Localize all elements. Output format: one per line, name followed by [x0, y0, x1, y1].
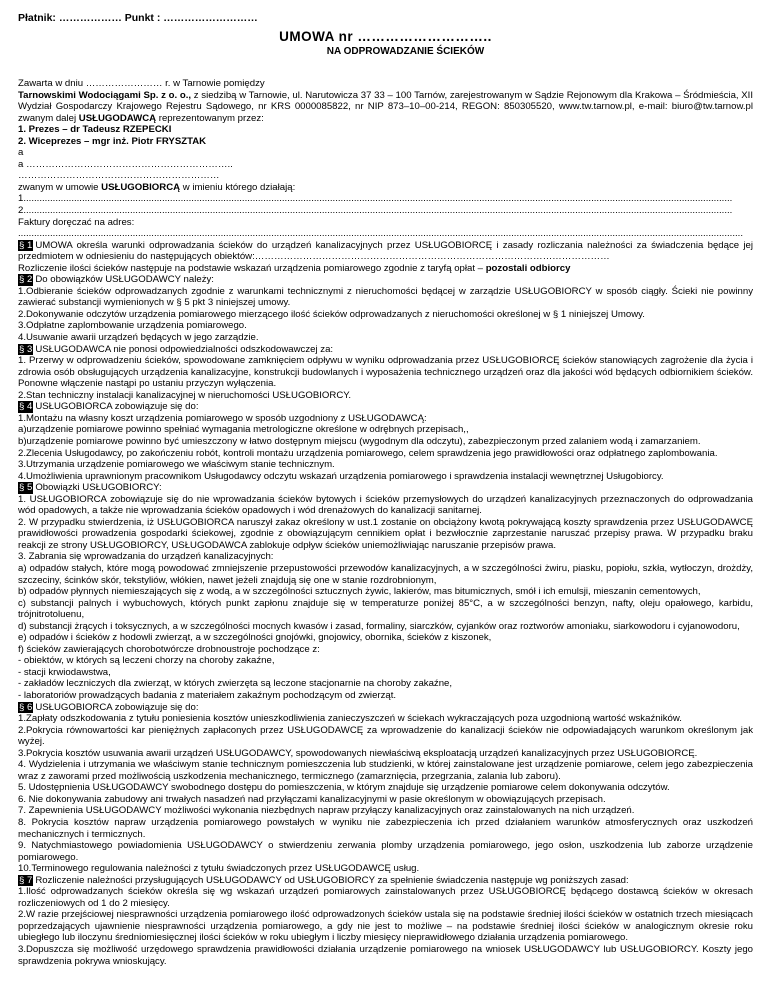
- section-text: 5. Udostępnienia USŁUGODAWCY swobodnego dostępu do pomieszczenia, w którym znajduje się urządzenie pomiarowe celem dokonywania odczytów.: [18, 782, 670, 794]
- intro-bold: 1. Prezes – dr Tadeusz RZEPECKI: [18, 124, 172, 136]
- intro-text: a ………………………………………………………..: [18, 158, 233, 170]
- section-text: a)urządzenie pomiarowe powinno spełniać wymagania metrologiczne określone w odrębnych przepisach,,: [18, 424, 469, 436]
- section-line: [18, 632, 753, 644]
- page-subtitle: NA ODPROWADZANIE ŚCIEKÓW: [326, 46, 485, 57]
- intro-text: Faktury doręczać na adres:: [18, 216, 135, 228]
- section-number-label: § 7: [19, 874, 33, 886]
- intro-line: [18, 147, 753, 159]
- section-text: b) odpadów płynnych niemieszających się z wodą, a w szczególności sztucznych żywic, lakierów, mas bitumicznych, smół i ich emulsji, mieszanin cementowych,: [18, 586, 701, 598]
- contract-sections: [18, 240, 753, 967]
- section-line: [18, 286, 753, 309]
- section-heading-line: [18, 875, 753, 887]
- section-text: 3.Pokrycia kosztów usuwania awarii urządzeń USŁUGODAWCY, spowodowanych niewłaściwą eksploatacją urządzeń kanalizacyjnych przez USŁUGOBIORCĘ.: [18, 747, 698, 759]
- section-number-label: § 6: [19, 701, 33, 713]
- section-line: [18, 794, 753, 806]
- section-line: [18, 782, 753, 794]
- section-text: e) odpadów i ścieków z hodowli zwierząt, a w szczególności gnojówki, gnojowicy, obornika, ścieków z kiszonek,: [18, 632, 492, 644]
- section-line: [18, 886, 753, 909]
- section-text: 1.Zapłaty odszkodowania z tytułu poniesienia kosztów unieszkodliwienia zanieczyszczeń w ściekach wykraczających poza uzgodnioną wartość wskaźników.: [18, 713, 682, 725]
- section-text: Obowiązki USŁUGOBIORCY:: [35, 482, 162, 494]
- section-line: [18, 678, 753, 690]
- contract-parties: [18, 78, 753, 240]
- section-text: 10.Terminowego regulowania należności z tytułu świadczonych przez USŁUGODAWCĘ usług.: [18, 863, 420, 875]
- section-line: [18, 494, 753, 517]
- section-heading-line: [18, 240, 753, 263]
- intro-bold: USŁUGOBIORCĄ: [101, 181, 181, 193]
- section-text: 3.Utrzymania urządzenie pomiarowego we właściwym stanie technicznym.: [18, 459, 335, 471]
- intro-line: [18, 182, 753, 194]
- section-line: [18, 944, 753, 967]
- section-text: c) substancji palnych i wybuchowych, których punkt zapłonu znajduje się w temperaturze poniżej 85°C, a w szczególności benzyn, nafty, oleju opałowego, karbidu, trójnitrotoluenu,: [18, 597, 753, 621]
- section-text: - zakładów leczniczych dla zwierząt, w których zwierzęta są leczone stacjonarnie na choroby zakaźne,: [18, 678, 453, 690]
- section-text: 2.Dokonywanie odczytów urządzenia pomiarowego mierzącego ilość ścieków odprowadzanych z nieruchomości określonej w § 1 niniejszej Umowy.: [18, 308, 645, 320]
- section-text: 2.Zlecenia Usługodawcy, po zakończeniu robót, kontroli montażu urządzenia pomiarowego, celem sprawdzenia jego prawidłowości oraz odpłatnego zaplombowania.: [18, 447, 718, 459]
- section-line: [18, 413, 753, 425]
- section-line: [18, 390, 753, 402]
- intro-line: [18, 217, 753, 229]
- intro-line: [18, 228, 753, 240]
- intro-line: [18, 159, 753, 171]
- section-text: - stacji krwiodawstwa,: [18, 666, 111, 678]
- section-text: 3.Odpłatne zaplombowanie urządzenia pomiarowego.: [18, 320, 247, 332]
- section-text: Rozliczenie należności przysługujących USŁUGODAWCY od USŁUGOBIORCY za spełnienie świadczenia następuje wg poniższych zasad:: [35, 874, 629, 886]
- section-heading-line: [18, 274, 753, 286]
- intro-line: [18, 78, 753, 90]
- section-number-label: § 1: [19, 239, 33, 251]
- page-title: UMOWA nr ………………………..: [279, 29, 492, 44]
- section-number-label: § 2: [19, 274, 33, 286]
- section-line: [18, 563, 753, 586]
- section-line: [18, 448, 753, 460]
- section-text: - obiektów, w których są leczeni chorzy na choroby zakaźne,: [18, 655, 275, 667]
- section-text: 1.Odbieranie ścieków odprowadzanych zgodnie z warunkami technicznymi z nieruchomości będącej w zarządzie USŁUGOBIORCY w sposób ciągły. Ścieki nie powinny zawierać substancji wymienionych w § 5 pkt 3 niniejszej umowy.: [18, 285, 753, 309]
- intro-line: [18, 170, 753, 182]
- intro-text: Zawarta w dniu …………………… r. w Tarnowie pomiędzy: [18, 78, 265, 89]
- intro-text: ………………………………………………………: [18, 170, 220, 182]
- section-text: 2.Pokrycia równowartości kar pieniężnych zapłaconych przez USŁUGODAWCĘ za wprowadzenie do kanalizacji ścieków nie odpowiadających warunkom określonym jak wyżej.: [18, 724, 753, 748]
- section-line: [18, 748, 753, 760]
- section-line: [18, 424, 753, 436]
- intro-bold: Tarnowskimi Wodociągami Sp. z o. o.,: [18, 89, 192, 101]
- section-heading-line: [18, 702, 753, 714]
- intro-bold: 2. Wiceprezes – mgr inż. Piotr FRYSZTAK: [18, 135, 207, 147]
- section-line: [18, 320, 753, 332]
- section-line: [18, 840, 753, 863]
- section-heading-line: [18, 344, 753, 356]
- section-line: [18, 471, 753, 483]
- section-line: [18, 309, 753, 321]
- section-line: [18, 436, 753, 448]
- intro-line: [18, 205, 753, 217]
- intro-text: a: [18, 147, 24, 159]
- section-text: b)urządzenie pomiarowe powinno być umieszczony w łatwo dostępnym miejscu (wygodnym dla odczytu), zabezpieczonym przed zalaniem wodą i zamarzaniem.: [18, 435, 701, 447]
- section-line: [18, 355, 753, 390]
- section-line: [18, 759, 753, 782]
- section-line: [18, 263, 753, 275]
- section-line: [18, 621, 753, 633]
- section-line: [18, 517, 753, 552]
- section-text: Rozliczenie ilości ścieków następuje na podstawie wskazań urządzenia pomiarowego zgodnie z taryfą opłat –: [18, 262, 486, 274]
- section-text: 7. Zapewnienia USŁUGODAWCY możliwości wykonania niezbędnych napraw przyłączy kanalizacyjnych oraz zainstalowanych na nich urządzeń.: [18, 805, 635, 817]
- section-text: 3.Dopuszcza się możliwość urzędowego sprawdzenia prawidłowości działania urządzenie pomiarowego na wniosek USŁUGODAWCY lub USŁUGOBIORCY. Koszty jego sprawdzenia pokrywa wnioskujący.: [18, 944, 753, 967]
- section-text: UMOWA określa warunki odprowadzania ścieków do urządzeń kanalizacyjnych przez USŁUGOBIORCĘ i zasady rozliczania należności za świadczenia będące jej przedmiotem w odniesieniu do następujących obiektów:…………………………………………………………………………………………………: [18, 239, 753, 263]
- section-number-label: § 3: [19, 343, 33, 355]
- section-line: [18, 805, 753, 817]
- section-text: d) substancji żrących i toksycznych, a w szczególności mocnych kwasów i zasad, formaliny, siarczków, cyjanków oraz roztworów amoniaku, siarkowodoru i cyjanowodoru,: [18, 620, 740, 632]
- section-text: 8. Pokrycia kosztów napraw urządzenia pomiarowego powstałych w wyniku nie zabezpieczenia ich przed działaniem warunków atmosferycznych oraz uszkodzeń mechanicznych i termicznych.: [18, 817, 753, 840]
- section-text: 1. USŁUGOBIORCA zobowiązuje się do nie wprowadzania ścieków bytowych i ścieków przemysłowych do urządzeń kanalizacyjnych przeznaczonych do odprowadzania wód opadowych, a także nie wprowadzania ścieków opadowych i wód drenażowych do kanalizacji sanitarnej.: [18, 493, 753, 517]
- section-text: 9. Natychmiastowego powiadomienia USŁUGODAWCY o stwierdzeniu zerwania plomby urządzenia pomiarowego, jego osłon, uszkodzenia lub zaborze urządzenie pomiarowego.: [18, 840, 753, 863]
- intro-text: ................................................................................................................................................................................................................................................................................: [18, 228, 744, 240]
- section-text: USŁUGOBIORCA zobowiązuje się do:: [35, 401, 199, 413]
- intro-line: [18, 124, 753, 136]
- intro-text: z siedzibą w Tarnowie, ul. Narutowicza 37 33 – 100 Tarnów, zarejestrowanym w Sądzie Rejonowym dla Krakowa – Śródmieścia, XII Wydział Gospodarczy Krajowego Rejestru Sądowego, nr KRS 0000085822, nr NIP 873–10–00-214, REGON: 850305520, www.tw.tarnow.pl, e-mail: biuro@tw.tarnow.pl zwanym dalej: [18, 89, 753, 124]
- section-text: 2.Stan techniczny instalacji kanalizacyjnej w nieruchomości USŁUGOBIORCY.: [18, 389, 352, 401]
- section-line: [18, 690, 753, 702]
- intro-text: w imieniu którego działają:: [180, 181, 296, 193]
- intro-text: reprezentowanym przez:: [156, 112, 264, 124]
- section-line: [18, 817, 753, 840]
- section-text: Do obowiązków USŁUGODAWCY należy:: [35, 274, 214, 286]
- section-text: 2.W razie przejściowej niesprawności urządzenia pomiarowego ilość odprowadzonych ścieków ustala się na podstawie średniej ilości ścieków w ostatnich trzech miesiącach poprzedzających ujawnienie niesprawności urządzenia pomiarowego, a gdy nie jest to możliwe – na podstawie średniej ilości ścieków w analogicznym okresie roku ubiegłego lub iloczynu średniomiesięcznej ilości ścieków w roku ubiegłym i liczby miesięcy nieprawidłowego działania urządzenia pomiarowego.: [18, 909, 753, 944]
- section-text: 1. Przerwy w odprowadzeniu ścieków, spowodowane zamknięciem odpływu w wyniku odprowadzania przez USŁUGOBIORCĘ ścieków stanowiących zagrożenie dla życia i zdrowia osób obsługujących urządzenia kanalizacyjne, konstrukcji budowlanych i wyposażenia technicznego urządzeń oraz dla jakości wód będących odbiornikiem ścieków. Ponowne włączenie nastąpi po ustaniu przyczyn wyłączenia.: [18, 355, 753, 390]
- section-text: USŁUGODAWCA nie ponosi odpowiedzialności odszkodowawczej za:: [35, 343, 334, 355]
- section-line: [18, 598, 753, 621]
- section-heading-line: [18, 401, 753, 413]
- intro-bold: USŁUGODAWCĄ: [78, 112, 157, 124]
- section-line: [18, 863, 753, 875]
- section-line: [18, 667, 753, 679]
- section-line: [18, 655, 753, 667]
- section-text: a) odpadów stałych, które mogą powodować zmniejszenie przepustowości przewodów kanalizacyjnych, a w szczególności żwiru, piasku, popiołu, szkła, wytłoczyn, drożdży, szczeciny, ścinków skór, tekstyliów, włókien, nawet jeżeli znajdują się one w stanie rozdrobnionym,: [18, 562, 753, 586]
- intro-text: 2..........................................................................................................................................................................................................................................................................: [18, 205, 733, 217]
- section-text: 2. W przypadku stwierdzenia, iż USŁUGOBIORCA naruszył zakaz określony w ust.1 zostanie on obciążony kwotą pokrywającą koszty sprawdzenia przez USŁUGODAWCĘ prawidłowości prowadzenia gospodarki ściekowej, zgodnie z obowiązującym cennikiem opłat i bezwłocznie zaprzestanie naruszać przepisy prawa. W przypadku braku reakcji ze strony USŁUGOBIORCY, USŁUGODAWCA zablokuje odpływ ścieków uniemożliwiając naruszanie przepisów prawa.: [18, 516, 753, 551]
- payer-line: Płatnik: ……………… Punkt : ………………………: [18, 12, 258, 24]
- section-line: [18, 713, 753, 725]
- document-page: [18, 12, 753, 967]
- section-text: 3. Zabrania się wprowadzania do urządzeń kanalizacyjnych:: [18, 551, 274, 563]
- section-line: [18, 909, 753, 944]
- section-text: 4. Wydzielenia i utrzymania we właściwym stanie technicznym pomieszczenia lub studzienki, w której zainstalowane jest urządzenie pomiarowe, celem jego zabezpieczenia wraz z zaworami przed możliwością uszkodzenia mechanicznego, termicznego (zamarznięcia, przegrzania, zalania lub zaboru).: [18, 759, 753, 782]
- section-line: [18, 551, 753, 563]
- intro-text: zwanym w umowie: [18, 181, 102, 193]
- intro-text: 1..........................................................................................................................................................................................................................................................................: [18, 193, 733, 205]
- section-bold-text: pozostali odbiorcy: [485, 262, 571, 274]
- section-text: 4.Umożliwienia uprawnionym pracownikom Usługodawcy odczytu wskazań urządzenia pomiarowego i sprawdzenia instalacji wewnętrznej Usługobiorcy.: [18, 470, 664, 482]
- section-text: USŁUGOBIORCA zobowiązuje się do:: [35, 701, 199, 713]
- section-line: [18, 332, 753, 344]
- section-heading-line: [18, 482, 753, 494]
- intro-line: [18, 136, 753, 148]
- section-line: [18, 644, 753, 656]
- section-text: f) ścieków zawierających chorobotwórcze drobnoustroje pochodzące z:: [18, 643, 320, 655]
- section-text: - laboratoriów prowadzących badania z materiałem zakaźnym pochodzącym od zwierząt.: [18, 689, 397, 701]
- section-number-label: § 5: [19, 482, 33, 494]
- section-text: 4.Usuwanie awarii urządzeń będących w jego zarządzie.: [18, 332, 259, 344]
- section-text: 6. Nie dokonywania zabudowy ani trwałych nasadzeń nad przyłączami kanalizacyjnymi w pasie określonym w obowiązujących przepisach.: [18, 793, 606, 805]
- section-text: 1.Ilość odprowadzanych ścieków określa się wg wskazań urządzeń pomiarowych zainstalowanych przez USŁUGOBIORCĘ będącego dostawcą ścieków w okresach rozliczeniowych od 1 do 2 miesięcy.: [18, 886, 753, 909]
- section-line: [18, 459, 753, 471]
- intro-line: [18, 90, 753, 125]
- section-text: 1.Montażu na własny koszt urządzenia pomiarowego w sposób uzgodniony z USŁUGODAWCĄ:: [18, 412, 427, 424]
- section-number-label: § 4: [19, 401, 33, 413]
- intro-line: [18, 193, 753, 205]
- section-line: [18, 586, 753, 598]
- section-line: [18, 725, 753, 748]
